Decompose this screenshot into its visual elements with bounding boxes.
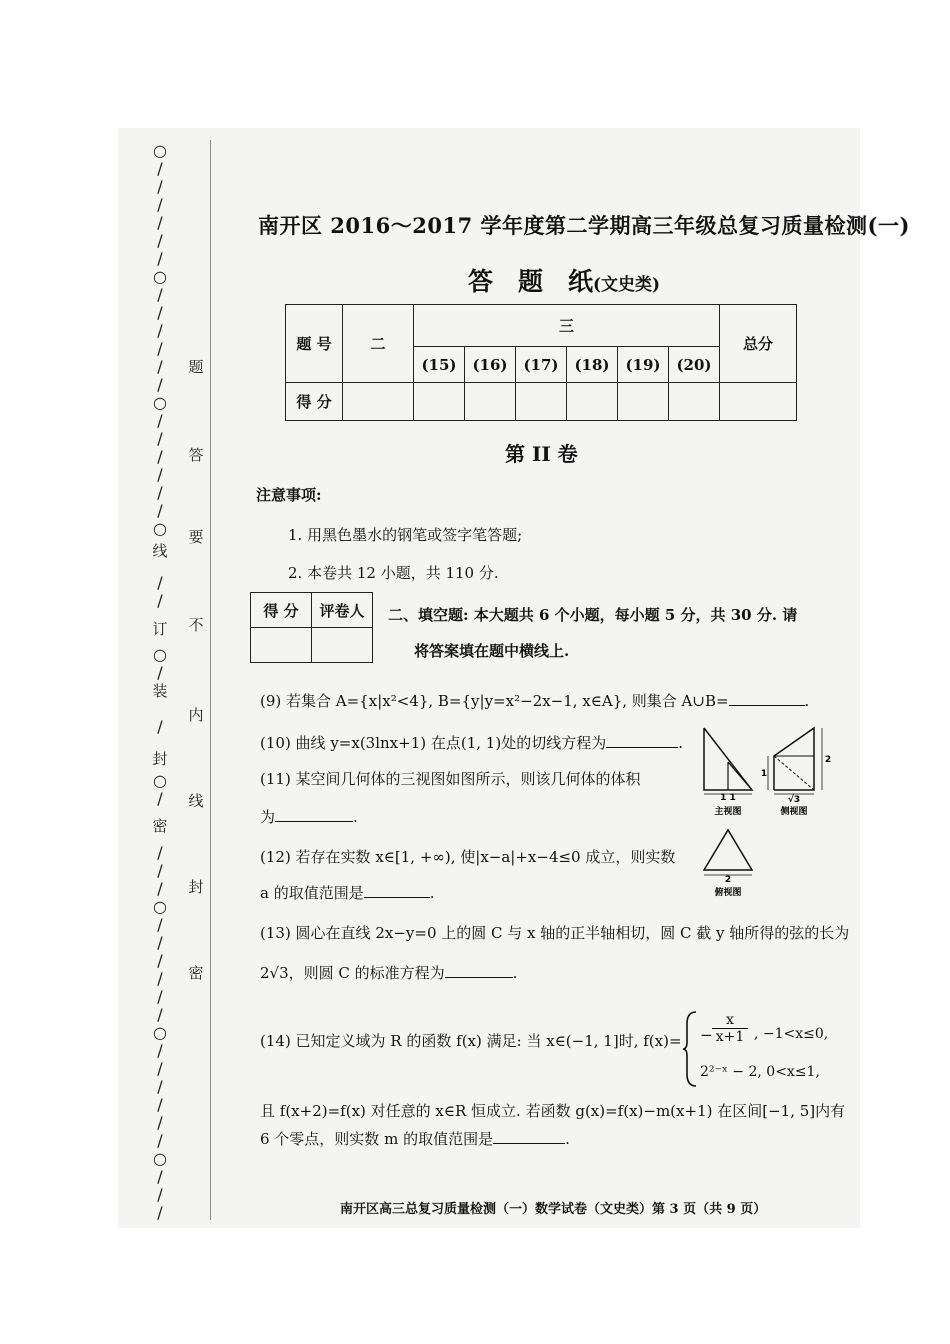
binding-slash-icon: / [157,159,163,178]
category-tag: (文史类) [593,275,661,295]
binding-slash-icon: / [157,249,163,268]
binding-line [210,140,211,1220]
binding-slash-icon: / [157,789,163,808]
score-cell [567,383,618,421]
binding-slash-icon: / [157,213,163,232]
top-dim: 2 [724,875,732,885]
binding-slash-icon: / [157,357,163,376]
question-11-text-cont: 为 [260,808,276,826]
binding-slash-icon: / [157,1095,163,1114]
question-12-text: (12) 若存在实数 x∈[1, +∞), 使|x−a|+x−4≤0 成立，则实数 [260,848,676,866]
seal-char: 线 [188,792,204,810]
page-footer: 南开区高三总复习质量检测（一）数学试卷（文史类）第 3 页（共 9 页） [340,1202,767,1217]
binding-slash-icon: / [157,321,163,340]
question-14 [260,1128,570,1149]
period: . [565,1130,570,1148]
seal-char: 内 [188,706,204,724]
binding-slash-icon: / [157,663,163,682]
binding-circle-icon: ○ [153,1149,167,1168]
answer-blank-14[interactable] [493,1129,565,1144]
answer-blank-13[interactable] [445,963,513,978]
seal-char: 题 [188,358,204,376]
binding-circle-icon: ○ [153,897,167,916]
grader-reviewer-cell [312,628,373,663]
score-cell [516,383,567,421]
binding-circle-icon: ○ [153,519,167,538]
question-9 [260,690,809,711]
seal-char: 封 [188,878,204,896]
exam-title: 南开区 2016～2017 学年度第二学期高三年级总复习质量检测(一) [258,213,910,238]
seal-char: 不 [188,616,204,634]
item-header: (19) [618,347,669,383]
answer-blank-12[interactable] [364,883,430,898]
answer-blank-9[interactable] [729,691,805,706]
binding-circle-icon: ○ [153,393,167,412]
binding-slash-icon: / [157,879,163,898]
binding-slash-icon: / [157,1131,163,1150]
section-title: 第 II 卷 [505,442,578,466]
minus-sign: − [700,1026,713,1044]
binding-slash-icon: / [157,591,163,610]
binding-slash-icon: / [157,969,163,988]
part-two-heading-cont: 将答案填在题中横线上. [414,642,570,660]
top-view-label: 俯视图 [714,888,742,898]
binding-slash-icon: / [157,1167,163,1186]
answer-blank-11[interactable] [275,807,353,822]
case-1-condition: , −1<x≤0, [754,1026,829,1042]
item-header: (20) [669,347,720,383]
score-table [285,304,797,421]
answer-blank-10[interactable] [606,733,678,748]
row-label-question: 题 号 [286,305,343,383]
part-two-heading: 二、填空题: 本大题共 6 个小题，每小题 5 分，共 30 分. 请 [388,606,798,624]
item-header: (18) [567,347,618,383]
binding-slash-icon: / [157,447,163,466]
binding-circle-icon: ○ [153,645,167,664]
binding-char: 订 [152,620,168,638]
period: . [512,964,518,982]
grader-score-cell [251,628,312,663]
period: . [678,734,683,752]
binding-char: 装 [152,682,168,700]
period: . [353,808,358,826]
question-12 [260,882,435,903]
notice-item: 1. 用黑色墨水的钢笔或签字笔答题; [288,526,523,544]
score-cell [720,383,797,421]
front-dim: 1 1 [720,793,736,803]
part-two-header: 二 [343,305,414,383]
binding-circle-icon: ○ [153,771,167,790]
binding-slash-icon: / [157,1041,163,1060]
binding-char: 线 [152,542,168,560]
item-header: (16) [465,347,516,383]
binding-slash-icon: / [157,951,163,970]
top-view [704,830,752,898]
question-14-text-end: 6 个零点，则实数 m 的取值范围是 [260,1130,494,1148]
binding-slash-icon: / [157,429,163,448]
question-14-text: (14) 已知定义域为 R 的函数 f(x) 满足: 当 x∈(−1, 1]时, f(x)= [260,1032,682,1050]
binding-slash-icon: / [157,195,163,214]
row-label-score: 得 分 [286,383,343,421]
total-header: 总分 [720,305,797,383]
front-view [704,728,752,817]
binding-slash-icon: / [157,465,163,484]
question-12-text-cont: a 的取值范围是 [260,884,364,902]
binding-circle-icon: ○ [153,267,167,286]
seal-char: 答 [188,446,204,464]
fraction-denominator: x+1 [715,1029,745,1045]
binding-slash-icon: / [157,987,163,1006]
period: . [804,692,810,710]
score-cell [669,383,720,421]
binding-slash-icon: / [157,933,163,952]
question-13-text-cont: 2√3，则圆 C 的标准方程为 [260,964,445,982]
binding-slash-icon: / [157,339,163,358]
seal-char: 要 [188,528,204,546]
side-dim: √3 [787,795,801,805]
case-2: 2²⁻ˣ − 2, 0<x≤1, [700,1064,820,1080]
binding-slash-icon: / [157,1203,163,1222]
side-height-2: 2 [824,755,832,765]
question-11-text: (11) 某空间几何体的三视图如图所示，则该几何体的体积 [260,770,641,788]
binding-slash-icon: / [157,231,163,250]
binding-slash-icon: / [157,1113,163,1132]
piecewise-function [682,1010,852,1088]
period: . [429,884,435,902]
binding-slash-icon: / [157,1005,163,1024]
question-10-text: (10) 曲线 y=x(3lnx+1) 在点(1, 1)处的切线方程为 [260,734,607,752]
binding-slash-icon: / [157,915,163,934]
binding-slash-icon: / [157,483,163,502]
question-9-text: (9) 若集合 A={x|x²<4}, B={y|y=x²−2x−1, x∈A}, 则集合 A∪B= [260,692,729,710]
binding-slash-icon: / [157,375,163,394]
binding-slash-icon: / [157,501,163,520]
score-cell [414,383,465,421]
question-11 [260,806,358,827]
answer-sheet-title [468,262,660,298]
answer-sheet-label: 答 题 纸 [468,267,594,296]
binding-slash-icon: / [157,285,163,304]
binding-slash-icon: / [157,717,163,736]
binding-char: 密 [152,817,168,835]
notice-title: 注意事项: [256,486,322,504]
binding-circle-icon: ○ [153,1023,167,1042]
front-view-label: 主视图 [714,807,742,817]
grader-table [250,592,373,663]
binding-slash-icon: / [157,1077,163,1096]
grader-reviewer-label: 评卷人 [312,593,373,628]
binding-slash-icon: / [157,303,163,322]
binding-slash-icon: / [157,1185,163,1204]
question-13-text: (13) 圆心在直线 2x−y=0 上的圆 C 与 x 轴的正半轴相切，圆 C 截 y 轴所得的弦的长为 [260,924,850,942]
left-brace-icon [682,1010,702,1088]
grader-score-label: 得 分 [251,593,312,628]
score-cell [465,383,516,421]
question-13 [260,962,517,983]
item-header: (17) [516,347,567,383]
binding-slash-icon: / [157,861,163,880]
binding-char: 封 [152,750,168,768]
binding-slash-icon: / [157,1059,163,1078]
seal-char: 密 [188,964,204,982]
part-three-header: 三 [414,305,720,347]
question-14-text-cont: 且 f(x+2)=f(x) 对任意的 x∈R 恒成立. 若函数 g(x)=f(x)−m(x+1) 在区间[−1, 5]内有 [260,1102,846,1120]
question-10 [260,732,683,753]
item-header: (15) [414,347,465,383]
score-cell [618,383,669,421]
binding-slash-icon: / [157,177,163,196]
side-view-label: 侧视图 [780,807,808,817]
three-view-figure [694,720,844,900]
binding-circle-icon: ○ [153,141,167,160]
side-view [761,728,831,817]
fraction-numerator: x [712,1012,748,1029]
binding-slash-icon: / [157,411,163,430]
side-height-1: 1 [760,769,768,779]
binding-slash-icon: / [157,573,163,592]
score-cell [343,383,414,421]
notice-item: 2. 本卷共 12 小题，共 110 分. [288,564,499,582]
binding-slash-icon: / [157,843,163,862]
